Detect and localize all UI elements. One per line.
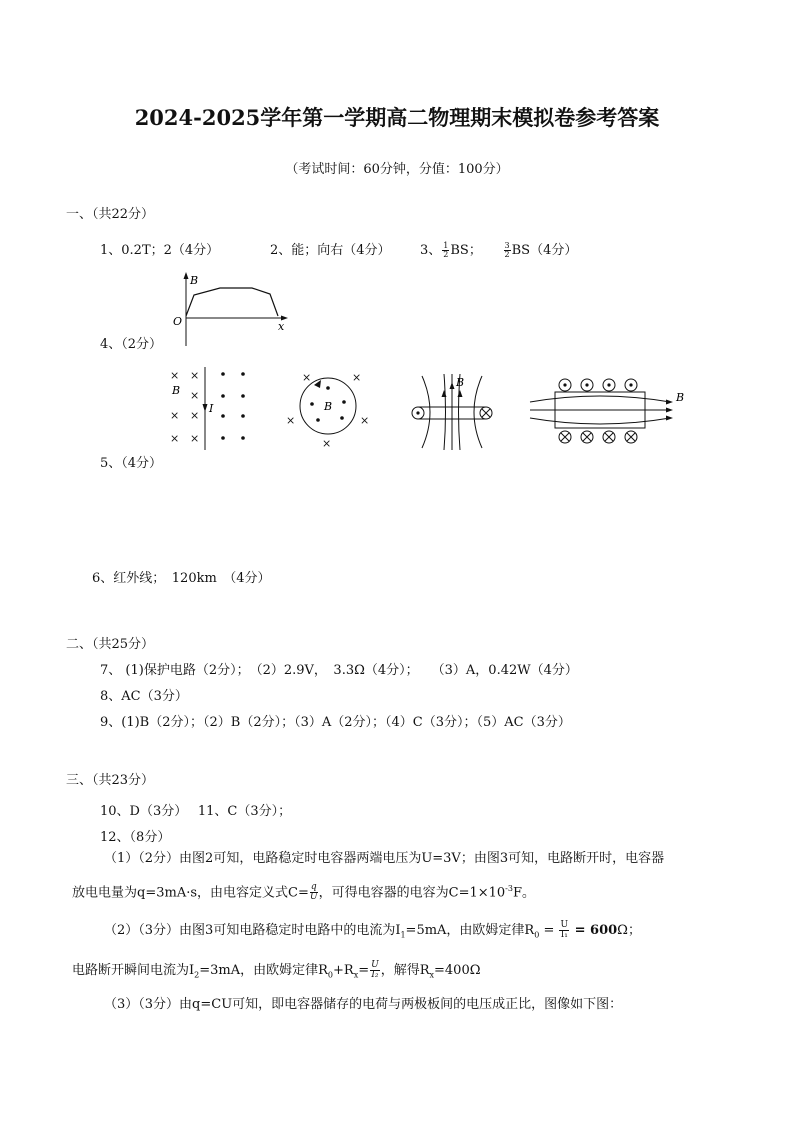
svg-text:×: × [170,409,180,422]
fraction-u-over-i2: $\frac{U}{\text{I₂}}$ [371,960,379,980]
answer-8: 8、AC（3分） [100,689,188,704]
fraction-q-over-u: $\frac{q}{U}$ [309,882,318,903]
svg-text:×: × [190,432,200,445]
answer-7: 7、 (1)保护电路（2分）； （2）2.9V， 3.3Ω（4分）； （3）A，0.42W（4分） [100,663,578,678]
fraction-three-halves: $\frac{3}{2}$ [504,241,510,259]
fig1-b-label: B [172,384,181,397]
answer-6: 6、红外线； 120km （4分） [92,571,271,586]
fraction-half: $\frac{1}{2}$ [443,241,449,259]
page-title: 2024-2025学年第一学期高二物理期末模拟卷参考答案 [134,105,660,130]
wire-field-figure [165,362,255,454]
loop-field-figure [280,364,372,450]
section-1-header: 一、（共22分） [66,207,155,222]
answer-9: 9、(1)B（2分）；（2）B（2分）；（3）A（2分）；（4）C（3分）；（5）AC（3分） [100,715,571,730]
answer-1: 1、0.2T；2（4分） [100,243,220,258]
section-3-header: 三、（共23分） [66,773,155,788]
fraction-u-over-i1: $\frac{U}{\text{I₁}}$ [560,920,569,940]
answer-3-prefix: 3、 [420,243,442,258]
answer-12-part3: （3）（3分）由q=CU可知，即电容器储存的电荷与两极板间的电压成正比，图像如下图： [104,997,623,1012]
answer-2: 2、能；向右（4分） [270,243,391,258]
svg-text:×: × [190,389,200,402]
svg-text:×: × [286,414,296,427]
answer-3-end: BS（4分） [511,243,578,258]
fig4-b-label: B [676,391,685,404]
graph-o-label: O [173,315,183,328]
answer-12-part2-line1: （2）（3分）由图3可知电路稳定时电路中的电流为$I_1=5mA$，由欧姆定律$R_0$ = $\frac{U}{\text{I₁}}$ = 600Ω； [104,920,641,940]
svg-text:×: × [322,437,332,450]
section-2-header: 二、（共25分） [66,637,155,652]
answer-4: 4、（2分） [100,337,163,352]
answer-12: 12、（8分） [100,830,171,845]
graph-x-label: x [278,320,285,333]
answer-12-part2-line2: 电路断开瞬间电流为$I_2=3mA$，由欧姆定律$R_0+R_x=$ $\frac{U}{\text{I₂}}$ ，解得$R_x=400\Omega$ [72,960,481,980]
svg-text:×: × [170,432,180,445]
fig1-i-label: I [209,402,214,415]
answer-12-part1-line1: （1）（2分）由图2可知，电路稳定时电容器两端电压为U=3V；由图3可知，电路断开时，电容器 [104,851,665,866]
svg-text:×: × [170,369,180,382]
svg-text:×: × [190,409,200,422]
svg-text:×: × [302,371,312,384]
graph-b-label: B [190,274,199,287]
answer-3-mid: BS； [450,243,482,258]
svg-text:×: × [352,371,362,384]
answer-5: 5、（4分） [100,456,163,471]
answer-12-part1-line2: 放电电量为q=3mA·s，由电容定义式C= $\frac{q}{U}$ ，可得电容器的电容为$C=1\times 10^{-3}F$。 [72,882,535,903]
b-x-graph [170,270,295,350]
fig3-b-label: B [456,376,465,389]
solenoid-section-figure [400,372,505,450]
fig2-b-label: B [324,400,333,413]
solenoid-figure [525,372,690,448]
answer-3 [420,238,577,264]
page-subtitle: （考试时间：60分钟，分值：100分） [285,162,509,177]
svg-text:×: × [360,414,370,427]
svg-text:×: × [190,369,200,382]
answer-10-11: 10、D（3分） 11、C（3分）； [100,804,292,819]
